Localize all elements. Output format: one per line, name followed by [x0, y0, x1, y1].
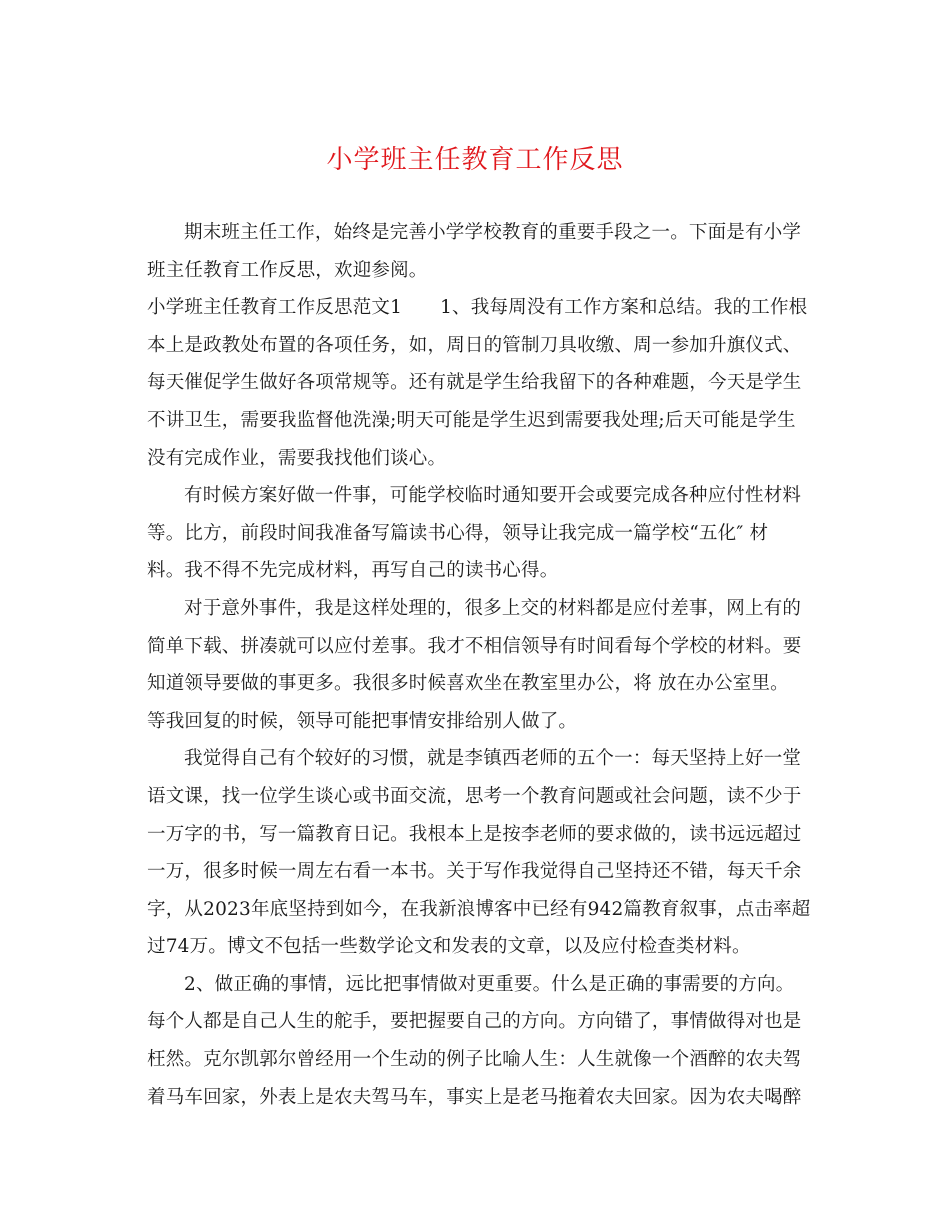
text-line: 不讲卫生，需要我监督他洗澡;明天可能是学生迟到需要我处理;后天可能是学生 — [147, 409, 796, 431]
text-line: 语文课，找一位学生谈心或书面交流，思考一个教育问题或社会问题，读不少于 — [147, 785, 802, 807]
text-line: 等我回复的时候，领导可能把事情安排给别人做了。 — [147, 710, 578, 732]
text-line: 每天催促学生做好各项常规等。还有就是学生给我留下的各种难题，今天是学生 — [147, 372, 802, 394]
text-line: 字，从2023年底坚持到如今，在我新浪博客中已经有942篇教育叙事，点击率超 — [147, 898, 811, 920]
section-heading: 小学班主任教育工作反思范文1 — [147, 297, 403, 319]
text-segment: 1、我每周没有工作方案和总结。我的工作根 — [440, 297, 808, 319]
text-line-split — [147, 289, 807, 327]
text-line: 过74万。博文不包括一些数学论文和发表的文章，以及应付检查类材料。 — [147, 936, 751, 958]
text-line: 本上是政教处布置的各项任务，如，周日的管制刀具收缴、周一参加升旗仪式、 — [147, 334, 802, 356]
text-line: 知道领导要做的事更多。我很多时候喜欢坐在教室里办公，将 放在办公室里。 — [147, 673, 789, 695]
text-line: 料。我不得不先完成材料，再写自己的读书心得。 — [147, 560, 559, 582]
text-line: 等。比方，前段时间我准备写篇读书心得，领导让我完成一篇学校“五化″ 材 — [147, 522, 769, 544]
text-line: 有时候方案好做一件事，可能学校临时通知要开会或要完成各种应付性材料 — [184, 485, 802, 507]
document-title: 小学班主任教育工作反思 — [326, 145, 624, 175]
text-line: 一万，很多时候一周左右看一本书。关于写作我觉得自己坚持还不错，每天千余 — [147, 861, 802, 883]
document-body — [147, 214, 811, 1116]
text-line: 期末班主任工作，始终是完善小学学校教育的重要手段之一。下面是有小学 — [184, 222, 802, 243]
text-line: 每个人都是自己人生的舵手，要把握要自己的方向。方向错了，事情做得对也是 — [147, 1011, 802, 1033]
text-line: 班主任教育工作反思，欢迎参阅。 — [147, 259, 428, 281]
text-line: 没有完成作业，需要我找他们谈心。 — [147, 447, 447, 469]
text-line: 着马车回家，外表上是农夫驾马车，事实上是老马拖着农夫回家。因为农夫喝醉 — [147, 1086, 802, 1108]
text-line: 我觉得自己有个较好的习惯，就是李镇西老师的五个一：每天坚持上好一堂 — [184, 748, 802, 770]
text-line: 2、做正确的事情，远比把事情做对更重要。什么是正确的事需要的方向。 — [184, 973, 795, 995]
text-line: 简单下载、拼凑就可以应付差事。我才不相信领导有时间看每个学校的材料。要 — [147, 635, 802, 657]
text-line: 一万字的书，写一篇教育日记。我根本上是按李老师的要求做的，读书远远超过 — [147, 823, 802, 845]
text-line: 枉然。克尔凯郭尔曾经用一个生动的例子比喻人生：人生就像一个酒醉的农夫驾 — [147, 1049, 802, 1071]
text-line: 对于意外事件，我是这样处理的，很多上交的材料都是应付差事，网上有的 — [184, 597, 802, 619]
